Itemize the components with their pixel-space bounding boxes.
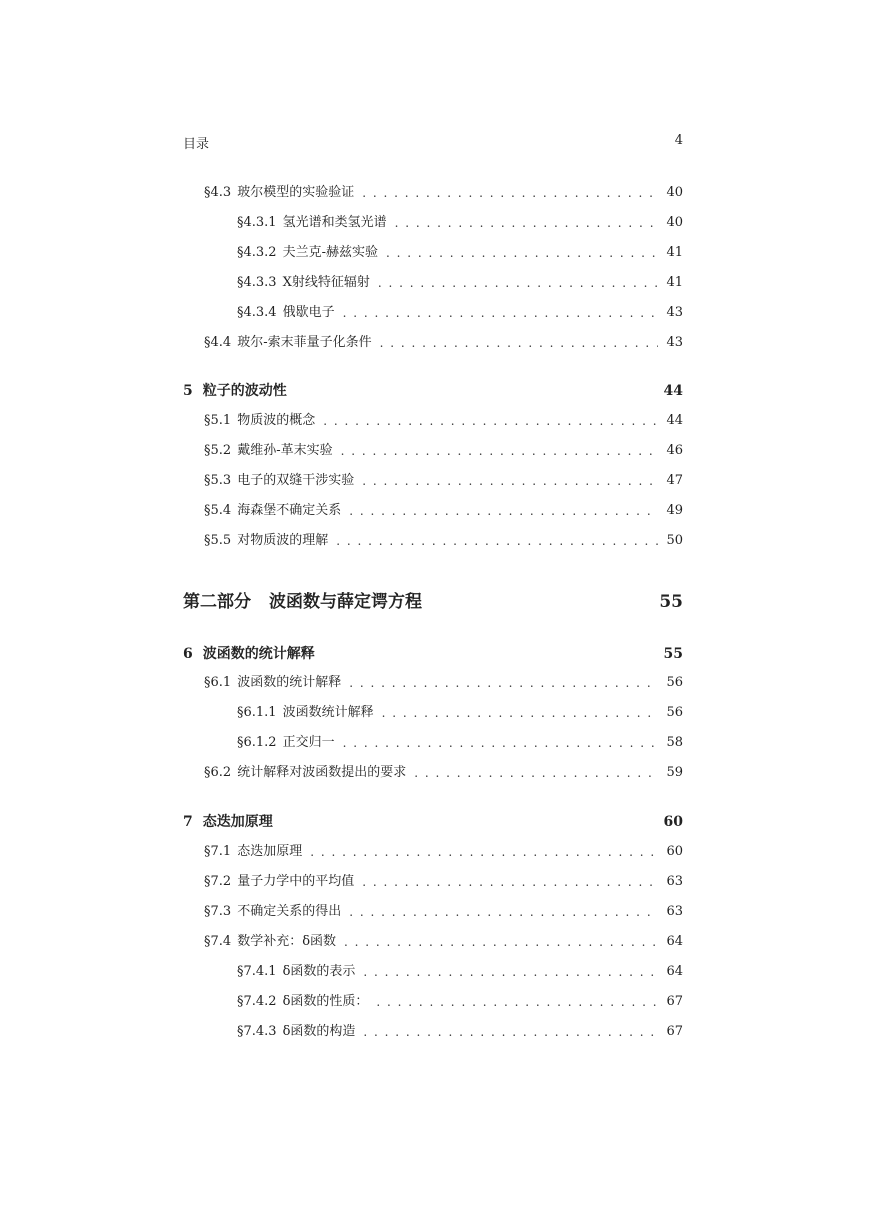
toc-entry-number: §6.1.1 <box>237 705 277 720</box>
toc-entry-sec[interactable] <box>183 471 683 491</box>
header-page-number: 4 <box>674 133 683 148</box>
toc-leader-dots <box>362 872 658 892</box>
toc-entry-page-number: 58 <box>666 735 683 750</box>
toc-entry-sec[interactable] <box>183 183 683 203</box>
toc-leader-dots <box>386 243 658 263</box>
toc-entry-page-number: 40 <box>666 185 683 200</box>
toc-entry-page-number: 64 <box>666 934 683 949</box>
toc-entry-sec[interactable] <box>183 673 683 693</box>
toc-leader-dots <box>344 932 658 952</box>
toc-entry-number: 5 <box>183 383 193 399</box>
toc-entry-sec[interactable] <box>183 441 683 461</box>
toc-entry-number: §7.4.2 <box>237 994 277 1009</box>
toc-entry-page-number: 56 <box>666 705 683 720</box>
toc-entry-page-number: 63 <box>666 874 683 889</box>
toc-leader-dots <box>363 962 658 982</box>
toc-entry-title: 电子的双缝干涉实验 <box>237 473 355 488</box>
toc-leader-dots <box>343 303 659 323</box>
toc-entry-title: X射线特征辐射 <box>282 275 370 290</box>
toc-entry-sub[interactable] <box>183 733 683 753</box>
toc-entry-sec[interactable] <box>183 842 683 862</box>
toc-entry-page-number: 49 <box>666 503 683 518</box>
toc-entry-chap[interactable] <box>183 381 683 401</box>
toc-entry-number: §7.4.3 <box>237 1024 277 1039</box>
toc-leader-dots <box>349 902 658 922</box>
toc-entry-page-number: 50 <box>666 533 683 548</box>
toc-leader-dots <box>382 703 659 723</box>
toc-entry-number: §5.1 <box>204 413 232 428</box>
toc-entry-page-number: 60 <box>666 844 683 859</box>
toc-entry-page-number: 67 <box>666 1024 683 1039</box>
toc-entry-number: §4.3.2 <box>237 245 277 260</box>
toc-entry-number: §6.1.2 <box>237 735 277 750</box>
toc-entry-number: §4.3.4 <box>237 305 277 320</box>
toc-entry-title: 物质波的概念 <box>237 413 316 428</box>
toc-entry-title: 夫兰克-赫兹实验 <box>282 245 378 260</box>
toc-entry-sub[interactable] <box>183 303 683 323</box>
toc-leader-dots <box>310 842 658 862</box>
toc-entry-title: 波函数与薛定谔方程 <box>269 592 422 612</box>
toc-entry-title: 对物质波的理解 <box>237 533 329 548</box>
toc-leader-dots <box>380 333 659 353</box>
toc-leader-dots <box>378 273 659 293</box>
toc-entry-number: §7.1 <box>204 844 232 859</box>
toc-entry-sec[interactable] <box>183 333 683 353</box>
toc-entry-page-number: 41 <box>666 245 683 260</box>
toc-entry-number: §7.4 <box>204 934 232 949</box>
toc-entry-number: §6.2 <box>204 765 232 780</box>
toc-entry-part[interactable] <box>183 589 683 615</box>
toc-entry-page-number: 55 <box>663 646 683 662</box>
toc-entry-chap[interactable] <box>183 812 683 832</box>
toc-entry-page-number: 63 <box>666 904 683 919</box>
running-header <box>183 133 683 153</box>
toc-entry-number: §7.3 <box>204 904 232 919</box>
toc-entry-page-number: 43 <box>666 335 683 350</box>
toc-entry-title: 态迭加原理 <box>237 844 303 859</box>
toc-entry-title: 玻尔-索末菲量子化条件 <box>237 335 372 350</box>
toc-entry-number: 6 <box>183 646 193 662</box>
toc-entry-number: §4.3 <box>204 185 232 200</box>
toc-entry-page-number: 56 <box>666 675 683 690</box>
toc-entry-sub[interactable] <box>183 962 683 982</box>
toc-entry-sub[interactable] <box>183 703 683 723</box>
toc-entry-number: §4.4 <box>204 335 232 350</box>
toc-entry-title: δ函数的构造 <box>282 1024 356 1039</box>
toc-entry-title: 波函数统计解释 <box>282 705 374 720</box>
toc-leader-dots <box>395 213 659 233</box>
toc-entry-number: §4.3.3 <box>237 275 277 290</box>
toc-entry-title: 不确定关系的得出 <box>237 904 342 919</box>
toc-entry-number: §5.4 <box>204 503 232 518</box>
toc-leader-dots <box>343 733 659 753</box>
toc-entry-title: 统计解释对波函数提出的要求 <box>237 765 407 780</box>
toc-leader-dots <box>349 501 658 521</box>
toc-entry-title: 数学补充：δ函数 <box>237 934 337 949</box>
toc-entry-page-number: 67 <box>666 994 683 1009</box>
toc-entry-chap[interactable] <box>183 644 683 664</box>
toc-entry-page-number: 47 <box>666 473 683 488</box>
toc-entry-title: 粒子的波动性 <box>202 383 287 399</box>
toc-leader-dots <box>376 992 658 1012</box>
toc-entry-sec[interactable] <box>183 531 683 551</box>
toc-leader-dots <box>341 441 659 461</box>
toc-entry-sub[interactable] <box>183 1022 683 1042</box>
toc-entry-page-number: 40 <box>666 215 683 230</box>
toc-leader-dots <box>362 471 658 491</box>
toc-entry-page-number: 55 <box>659 592 683 612</box>
toc-entry-title: δ函数的表示 <box>282 964 356 979</box>
toc-entry-title: 氢光谱和类氢光谱 <box>282 215 387 230</box>
toc-entry-title: 波函数的统计解释 <box>237 675 342 690</box>
toc-leader-dots <box>349 673 658 693</box>
toc-entry-sub[interactable] <box>183 992 683 1012</box>
header-title: 目录 <box>183 137 210 152</box>
toc-entry-page-number: 43 <box>666 305 683 320</box>
toc-entry-title: 量子力学中的平均值 <box>237 874 355 889</box>
toc-entry-number: §5.3 <box>204 473 232 488</box>
toc-entry-title: 正交归一 <box>282 735 335 750</box>
toc-entry-number: §6.1 <box>204 675 232 690</box>
toc-entry-sub[interactable] <box>183 273 683 293</box>
toc-entry-number: §5.5 <box>204 533 232 548</box>
toc-leader-dots <box>336 531 658 551</box>
toc-entry-page-number: 60 <box>663 814 683 830</box>
toc-entry-number: §7.4.1 <box>237 964 277 979</box>
toc-entry-sec[interactable] <box>183 501 683 521</box>
toc-entry-sub[interactable] <box>183 243 683 263</box>
toc-leader-dots <box>323 411 658 431</box>
toc-entry-sec[interactable] <box>183 763 683 783</box>
toc-entry-title: 波函数的统计解释 <box>202 646 315 662</box>
toc-leader-dots <box>363 1022 658 1042</box>
toc-entry-page-number: 64 <box>666 964 683 979</box>
toc-entry-page-number: 44 <box>666 413 683 428</box>
toc-entry-title: 玻尔模型的实验验证 <box>237 185 355 200</box>
toc-entry-title: 海森堡不确定关系 <box>237 503 342 518</box>
toc-entry-number: §7.2 <box>204 874 232 889</box>
toc-entry-sec[interactable] <box>183 902 683 922</box>
toc-entry-page-number: 59 <box>666 765 683 780</box>
toc-entry-sub[interactable] <box>183 213 683 233</box>
toc-entry-sec[interactable] <box>183 411 683 431</box>
toc-leader-dots <box>362 183 658 203</box>
toc-entry-number: §5.2 <box>204 443 232 458</box>
toc-entry-number: 第二部分 <box>183 592 251 612</box>
toc-entry-title: 俄歇电子 <box>282 305 335 320</box>
toc-entry-page-number: 41 <box>666 275 683 290</box>
toc-entry-number: 7 <box>183 814 193 830</box>
toc-entry-title: 态迭加原理 <box>202 814 273 830</box>
toc-entry-sec[interactable] <box>183 872 683 892</box>
toc-leader-dots <box>414 763 658 783</box>
toc-entry-page-number: 46 <box>666 443 683 458</box>
toc-entry-title: δ函数的性质： <box>282 994 369 1009</box>
toc-entry-sec[interactable] <box>183 932 683 952</box>
toc-entry-number: §4.3.1 <box>237 215 277 230</box>
toc-entry-page-number: 44 <box>663 383 683 399</box>
toc-entry-title: 戴维孙-革末实验 <box>237 443 333 458</box>
